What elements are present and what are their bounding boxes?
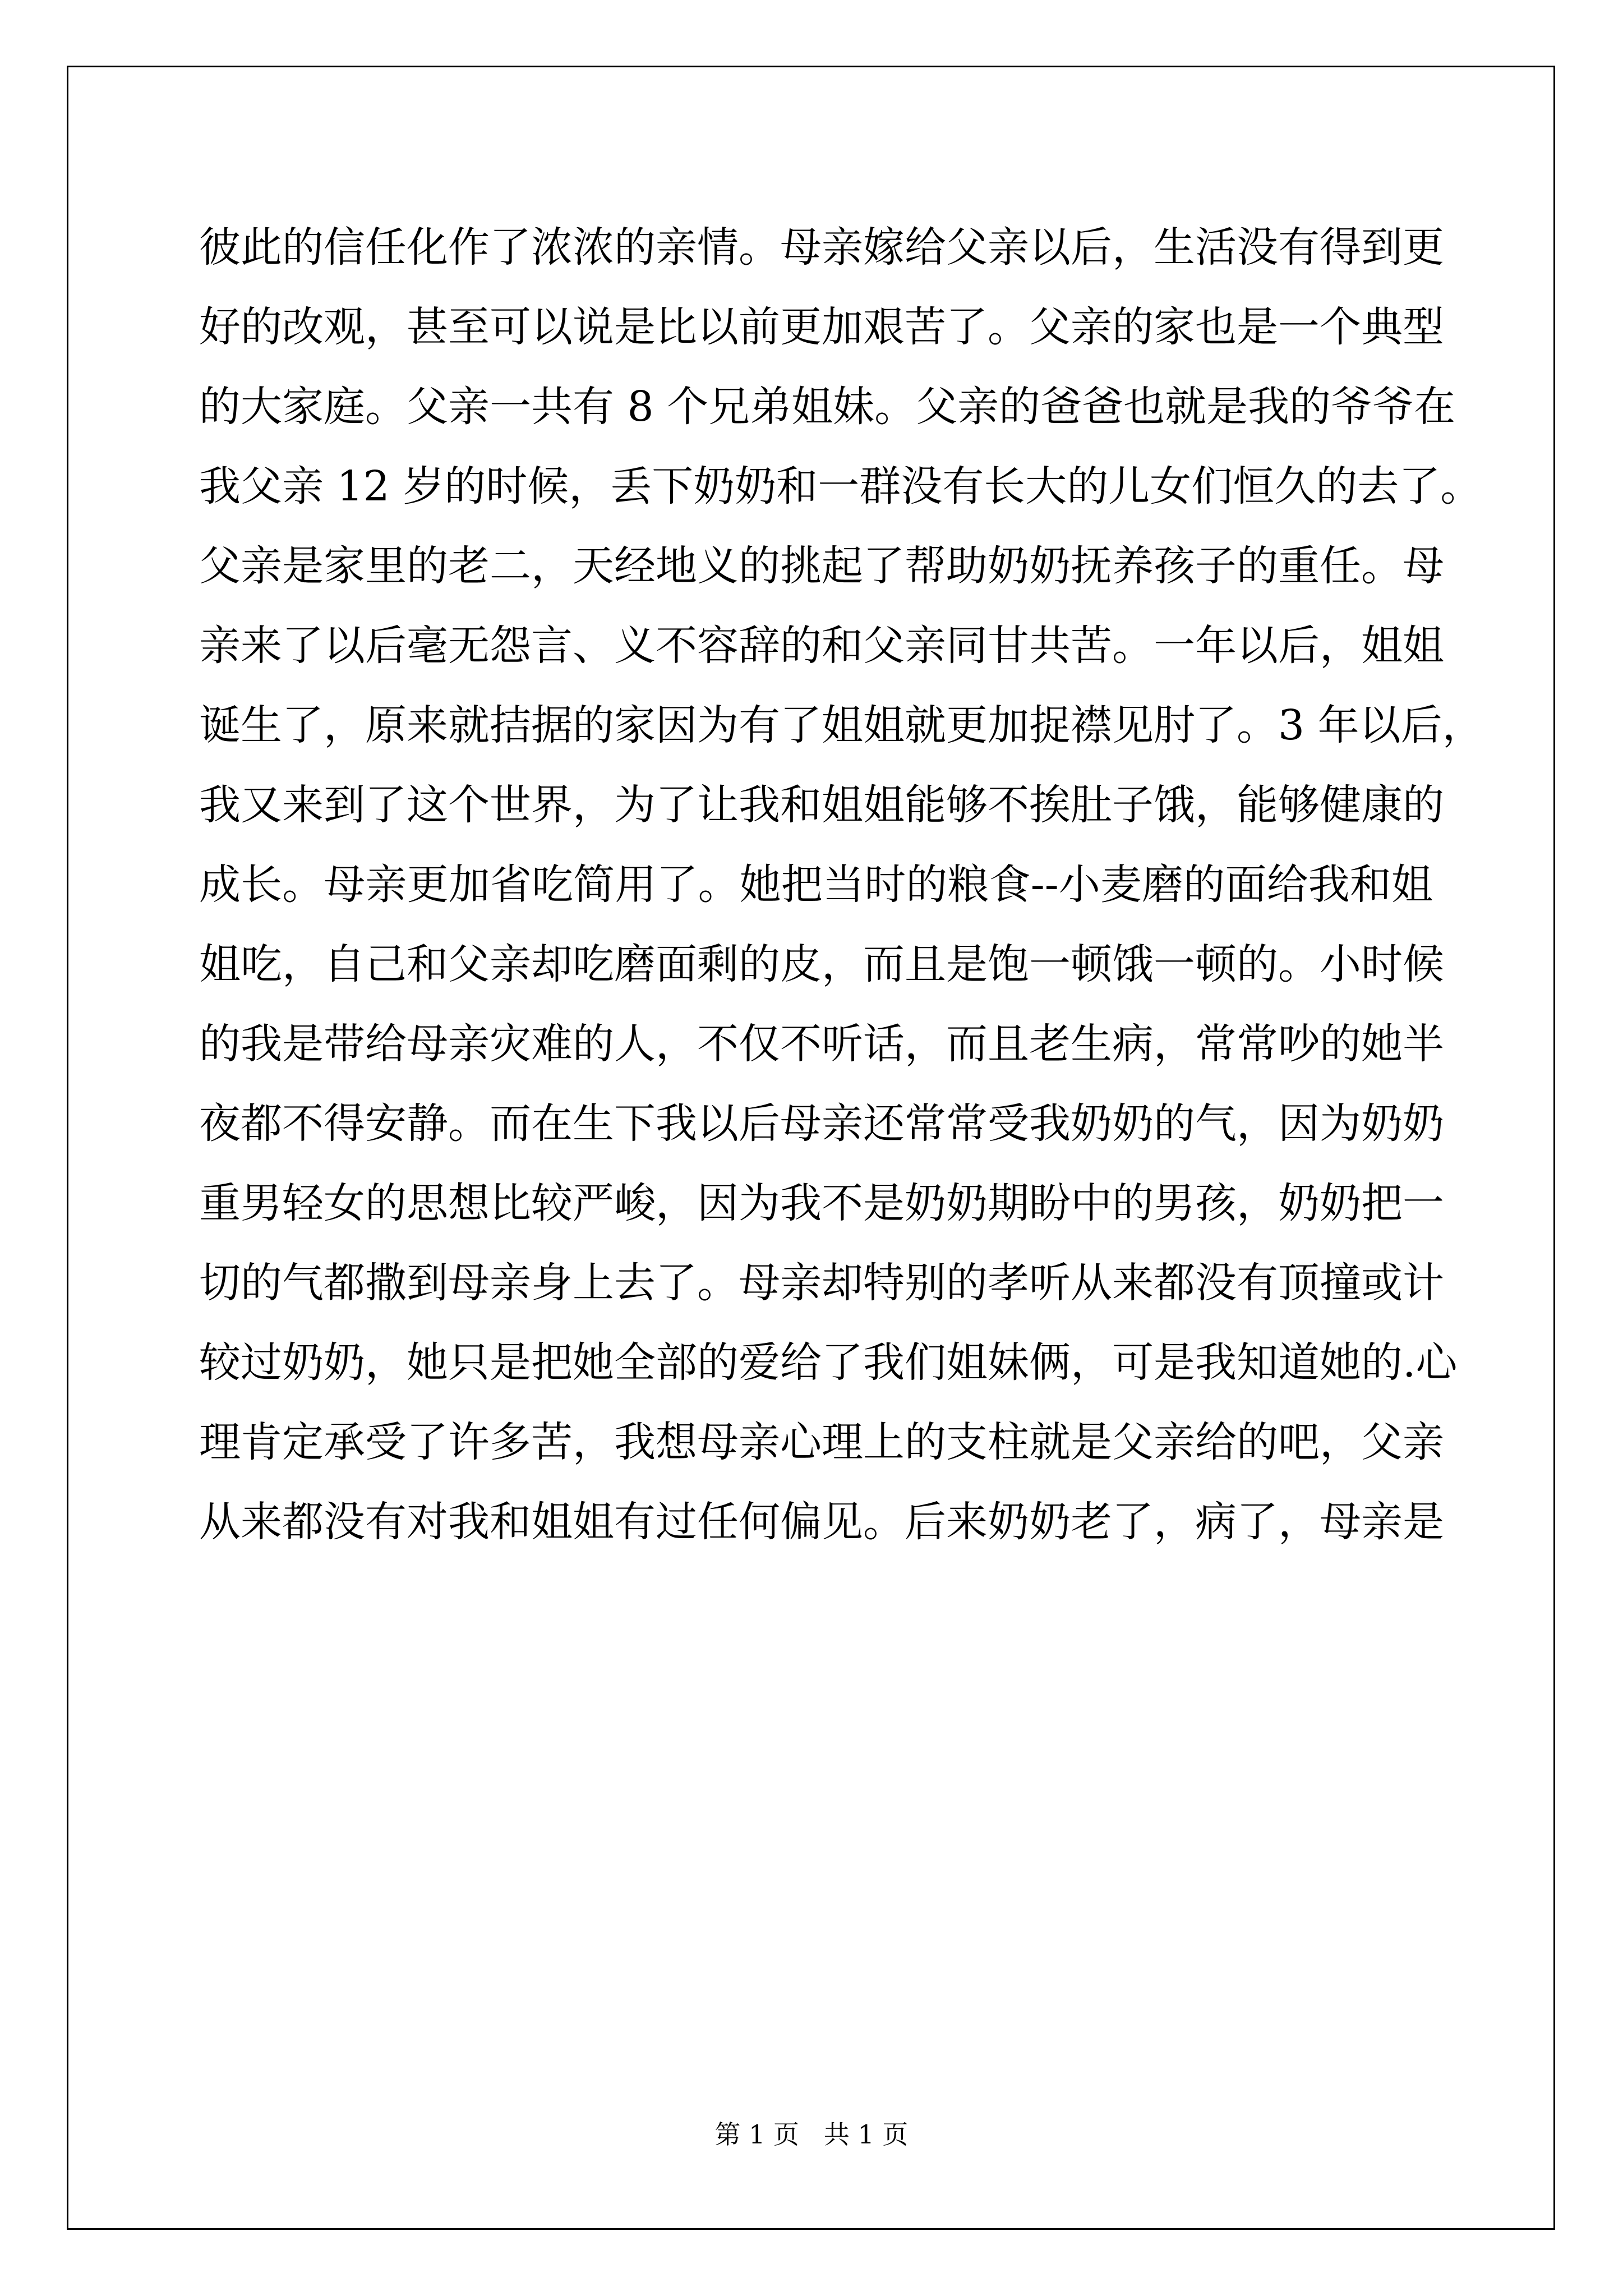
text-line: 父亲是家里的老二，天经地义的挑起了帮助奶奶抚养孩子的重任。母 [199, 542, 1444, 590]
text-line: 的我是带给母亲灾难的人，不仅不听话，而且老生病，常常吵的她半 [199, 1020, 1444, 1068]
text-line: 成长。母亲更加省吃简用了。她把当时的粮食--小麦磨的面给我和姐 [199, 861, 1433, 909]
text-line: 的大家庭。父亲一共有 8 个兄弟姐妹。父亲的爸爸也就是我的爷爷在 [199, 383, 1456, 431]
text-line: 夜都不得安静。而在生下我以后母亲还常常受我奶奶的气，因为奶奶 [199, 1099, 1444, 1148]
text-line: 我父亲 12 岁的时候，丢下奶奶和一群没有长大的儿女们恒久的去了。 [199, 462, 1482, 510]
text-line: 诞生了，原来就拮据的家因为有了姐姐就更加捉襟见肘了。3 年以后， [199, 701, 1484, 749]
body-text [199, 208, 1484, 1562]
text-line: 从来都没有对我和姐姐有过任何偏见。后来奶奶老了，病了，母亲是 [199, 1498, 1444, 1546]
text-line: 姐吃，自己和父亲却吃磨面剩的皮，而且是饱一顿饿一顿的。小时候 [199, 940, 1444, 988]
text-line: 重男轻女的思想比较严峻，因为我不是奶奶期盼中的男孩，奶奶把一 [199, 1179, 1444, 1227]
text-line: 较过奶奶，她只是把她全部的爱给了我们姐妹俩，可是我知道她的.心 [199, 1338, 1458, 1387]
text-line: 我又来到了这个世界，为了让我和姐姐能够不挨肚子饿，能够健康的 [199, 781, 1444, 829]
text-line: 理肯定承受了许多苦，我想母亲心理上的支柱就是父亲给的吧，父亲 [199, 1418, 1444, 1466]
text-line: 好的改观，甚至可以说是比以前更加艰苦了。父亲的家也是一个典型 [199, 303, 1444, 351]
text-line: 切的气都撒到母亲身上去了。母亲却特别的孝听从来都没有顶撞或计 [199, 1259, 1444, 1307]
text-line: 彼此的信任化作了浓浓的亲情。母亲嫁给父亲以后，生活没有得到更 [199, 223, 1444, 272]
page-footer: 第 1 页 共 1 页 [714, 2119, 909, 2150]
text-line: 亲来了以后毫无怨言、义不容辞的和父亲同甘共苦。一年以后，姐姐 [199, 622, 1444, 670]
